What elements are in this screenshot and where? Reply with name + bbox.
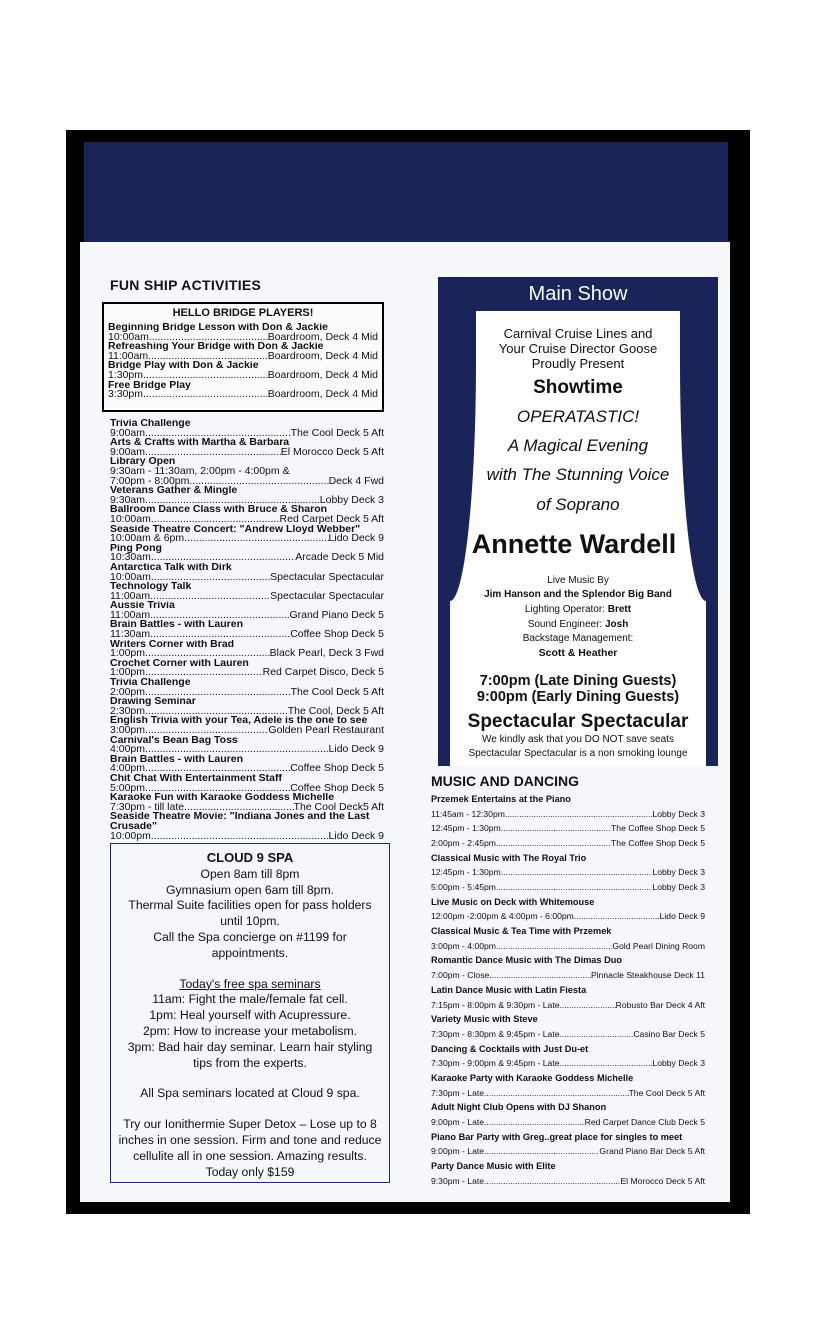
dot-leader xyxy=(145,448,281,458)
activity-row xyxy=(108,390,378,400)
dot-leader xyxy=(496,939,612,954)
music-place: El Morocco Deck 5 Aft xyxy=(620,1175,705,1186)
activity-time: 1:00pm xyxy=(110,666,146,679)
main-show-title: Main Show xyxy=(528,283,628,305)
music-place: Lobby Deck 3 xyxy=(652,867,705,878)
activity-place: Spectacular Spectacular xyxy=(270,570,384,583)
spa-line: Call the Spa concierge on #1199 for appointments. xyxy=(153,929,347,960)
activity-time: 11:30am xyxy=(110,628,151,641)
music-place: The Coffee Shop Deck 5 xyxy=(611,837,705,848)
dot-leader xyxy=(145,707,288,717)
music-place: Pinnacle Steakhouse Deck 11 xyxy=(590,970,705,981)
backstage-names: Scott & Heather xyxy=(538,647,618,659)
activity-place: The Cool, Deck 5 Aft xyxy=(287,704,384,717)
activity-row xyxy=(108,368,378,381)
activity-name: Refreashing Your Bridge with Don & Jackie xyxy=(108,342,324,352)
music-place: The Cool Deck 5 Aft xyxy=(628,1087,705,1098)
activity-row xyxy=(110,704,384,717)
music-place: Robusto Bar Deck 4 Aft xyxy=(615,999,705,1010)
music-heading: Variety Music with Steve xyxy=(431,1014,538,1025)
music-heading: Party Dance Music with Elite xyxy=(431,1161,556,1172)
activity-name: Crochet Corner with Lauren xyxy=(110,658,249,669)
activity-time: 4:00pm xyxy=(110,762,146,775)
sound-credit: Sound Engineer: Josh xyxy=(527,619,629,630)
dot-leader xyxy=(149,333,268,343)
music-heading: Piano Bar Party with Greg..great place for singles to meet xyxy=(431,1131,683,1142)
activity-time: 10:00am xyxy=(110,512,151,525)
music-time: 7:30pm - 8:30pm & 9:45pm - Late xyxy=(431,1028,560,1039)
music-time: 5:00pm - 5:45pm xyxy=(431,881,496,892)
dot-leader xyxy=(150,592,270,602)
activity-place: Golden Pearl Restaurant xyxy=(268,724,384,736)
activity-time: 9:30am - 11:30am, 2:00pm - 4:00pm & xyxy=(110,464,290,477)
dot-leader xyxy=(143,390,268,400)
dot-leader xyxy=(145,784,290,794)
activity-name: Seaside Theatre Movie: "Indiana Jones and the Last xyxy=(110,812,370,822)
music-heading: Adult Night Club Opens with DJ Shanon xyxy=(431,1102,607,1113)
fun-ship-title: FUN SHIP ACTIVITIES xyxy=(110,277,262,293)
dot-leader xyxy=(150,611,289,621)
dot-leader xyxy=(484,1086,629,1101)
music-time: 11:45am - 12:30pm xyxy=(431,808,505,819)
activity-name: Chit Chat With Entertainment Staff xyxy=(110,773,282,784)
music-row xyxy=(431,807,705,822)
dot-leader xyxy=(145,649,270,659)
presenter-line: Carnival Cruise Lines and xyxy=(503,326,653,341)
showtime-heading: Showtime xyxy=(533,377,623,398)
header-banner xyxy=(84,142,728,242)
dot-leader xyxy=(151,573,270,583)
activity-name: Drawing Seminar xyxy=(110,697,196,707)
spa-box xyxy=(110,843,390,1183)
dot-leader xyxy=(184,534,328,544)
dot-leader xyxy=(148,352,268,362)
spa-title: CLOUD 9 SPA xyxy=(206,850,294,865)
show-tagline: with The Stunning Voice xyxy=(486,465,670,484)
dot-leader xyxy=(145,429,291,439)
dot-leader xyxy=(151,832,329,842)
dot-leader xyxy=(189,477,328,487)
music-row xyxy=(431,1086,705,1101)
dot-leader xyxy=(145,496,320,506)
activity-time: 4:00pm xyxy=(110,743,146,756)
activity-name: Carnival's Bean Bag Toss xyxy=(110,735,238,746)
activity-place: Red Carpet Deck 5 Aft xyxy=(279,512,384,525)
activity-place: Arcade Deck 5 Mid xyxy=(295,551,384,564)
dot-leader xyxy=(496,836,611,851)
music-row xyxy=(431,909,705,924)
spa-line: Open 8am till 8pm xyxy=(200,866,300,881)
dot-leader xyxy=(145,745,329,755)
activity-name: Ping Pong xyxy=(110,543,162,554)
activity-time: 9:30am xyxy=(110,493,146,506)
activity-row xyxy=(110,829,384,842)
activity-place: Boardroom, Deck 4 Mid xyxy=(267,330,378,343)
show-time: 7:00pm (Late Dining Guests) xyxy=(479,673,677,689)
music-list xyxy=(431,792,705,1188)
spa-line: Thermal Suite facilities open for pass holders until 10pm. xyxy=(128,898,372,929)
backstage-label: Backstage Management: xyxy=(522,633,634,644)
show-venue: Spectacular Spectacular xyxy=(467,711,689,732)
activity-row xyxy=(108,349,378,362)
music-place: Red Carpet Dance Club Deck 5 xyxy=(584,1117,705,1128)
dot-leader xyxy=(489,968,591,983)
music-time: 7:15pm - 8:00pm & 9:30pm - Late xyxy=(431,999,560,1010)
activity-place: The Cool Deck 5 Aft xyxy=(290,426,384,439)
main-show-panel xyxy=(438,277,718,766)
dot-leader xyxy=(505,807,653,822)
presenter-line: Your Cruise Director Goose xyxy=(498,341,658,356)
dot-leader xyxy=(484,1174,620,1189)
dot-leader xyxy=(151,515,280,525)
music-row xyxy=(431,1174,705,1189)
activity-place: Boardroom, Deck 4 Mid xyxy=(267,349,378,362)
dot-leader xyxy=(484,1144,599,1159)
activity-row xyxy=(110,493,384,506)
dot-leader xyxy=(145,668,263,678)
activity-place: El Morocco Deck 5 Aft xyxy=(280,445,384,458)
dot-leader xyxy=(560,1056,653,1071)
activity-row xyxy=(110,608,384,621)
activity-time: 2:00pm xyxy=(110,685,146,698)
show-time: 9:00pm (Early Dining Guests) xyxy=(476,689,680,705)
spa-seminar: 3pm: Bad hair day seminar. Learn hair styling tips from the experts. xyxy=(127,1039,373,1070)
activity-name: Brain Battles - with Lauren xyxy=(110,620,244,631)
music-row xyxy=(431,939,705,954)
activity-name: Trivia Challenge xyxy=(110,678,191,688)
activity-place: Boardroom, Deck 4 Mid xyxy=(267,388,378,401)
activity-name: Library Open xyxy=(110,457,176,467)
music-place: Gold Pearl Dining Room xyxy=(612,940,705,951)
activity-row xyxy=(108,330,378,343)
spa-seminar: 11am: Fight the male/female fat cell. xyxy=(152,992,348,1007)
activity-name: Karaoke Fun with Karaoke Goddess Michelle xyxy=(110,793,335,803)
show-tagline: A Magical Evening xyxy=(507,436,649,455)
activity-time: 5:00pm xyxy=(110,781,146,794)
music-place: Lobby Deck 3 xyxy=(652,881,705,892)
activity-name: Arts & Crafts with Martha & Barbara xyxy=(110,438,290,448)
activity-time: 3:00pm xyxy=(110,724,146,736)
activity-place: Red Carpet Disco, Deck 5 xyxy=(262,666,384,679)
music-time: 7:00pm - Close xyxy=(431,970,490,981)
spa-seminar: 2pm: How to increase your metabolism. xyxy=(142,1023,358,1038)
activity-row xyxy=(110,534,384,544)
activity-time: 1:30pm xyxy=(108,368,144,381)
activity-name: Trivia Challenge xyxy=(110,419,191,429)
music-row xyxy=(431,865,705,880)
activity-place: The Cool Deck5 Aft xyxy=(293,800,384,813)
bridge-list xyxy=(108,323,378,400)
music-row xyxy=(431,998,705,1013)
activity-time: 9:00am xyxy=(110,445,146,458)
activity-time: 11:00am xyxy=(110,589,151,602)
activity-row xyxy=(110,589,384,602)
activity-row xyxy=(110,630,384,640)
dot-leader xyxy=(496,880,652,895)
music-row xyxy=(431,821,705,836)
music-heading: Dancing & Cocktails with Just Du-et xyxy=(431,1043,589,1054)
music-heading: Romantic Dance Music with The Dimas Duo xyxy=(431,955,622,966)
music-place: Casino Bar Deck 5 xyxy=(633,1028,705,1039)
activity-name: Aussie Trivia xyxy=(110,601,175,611)
activity-name: Technology Talk xyxy=(110,582,192,592)
activity-row xyxy=(110,426,384,439)
music-time: 9:00pm - Late xyxy=(431,1117,485,1128)
music-heading: Przemek Entertains at the Piano xyxy=(431,794,571,804)
music-title: MUSIC AND DANCING xyxy=(431,773,580,789)
spa-seminars-heading: Today's free spa seminars xyxy=(179,976,321,991)
activity-row xyxy=(110,726,384,736)
activity-name: Bridge Play with Don & Jackie xyxy=(108,361,259,371)
activity-place: Deck 4 Fwd xyxy=(328,474,384,487)
activity-time: 1:00pm xyxy=(110,647,146,660)
activity-place: Black Pearl, Deck 3 Fwd xyxy=(269,647,384,660)
activity-name: Crusade" xyxy=(110,821,157,832)
dot-leader xyxy=(143,371,268,381)
spa-location-note: All Spa seminars located at Cloud 9 spa. xyxy=(140,1086,360,1101)
dot-leader xyxy=(145,764,290,774)
activity-place: Lobby Deck 3 xyxy=(319,493,384,506)
activity-place: Coffee Shop Deck 5 xyxy=(290,628,384,641)
activity-place: Spectacular Spectacular xyxy=(270,589,384,602)
activity-place: Grand Piano Deck 5 xyxy=(289,608,384,621)
activity-time: 3:30pm xyxy=(108,388,144,401)
dot-leader xyxy=(501,821,611,836)
activity-place: Coffee Shop Deck 5 xyxy=(290,762,384,775)
music-time: 9:30pm - Late xyxy=(431,1175,485,1186)
activity-time: 10:00am & 6pm xyxy=(110,532,185,545)
dot-leader xyxy=(484,1115,585,1130)
activity-row xyxy=(110,649,384,659)
music-heading: Latin Dance Music with Latin Fiesta xyxy=(431,984,587,995)
spa-line: Gymnasium open 6am till 8pm. xyxy=(166,882,334,897)
music-place: Lobby Deck 3 xyxy=(652,808,705,819)
activity-name: Free Bridge Play xyxy=(108,380,191,391)
music-time: 12:45pm - 1:30pm xyxy=(431,823,501,834)
music-place: Lobby Deck 3 xyxy=(652,1058,705,1069)
band-name: Jim Hanson and the Splendor Big Band xyxy=(484,589,672,600)
activity-row xyxy=(110,745,384,755)
activity-row xyxy=(110,685,384,698)
music-row xyxy=(431,880,705,895)
activity-name: Brain Battles - with Lauren xyxy=(110,754,244,765)
music-credit-label: Live Music By xyxy=(547,575,609,586)
activity-time: 10:30am xyxy=(110,551,151,564)
show-tagline: of Soprano xyxy=(536,495,620,514)
music-place: Lido Deck 9 xyxy=(659,911,705,922)
music-time: 7:30pm - 9:00pm & 9:45pm - Late xyxy=(431,1058,560,1069)
music-time: 12:45pm - 1:30pm xyxy=(431,867,501,878)
dot-leader xyxy=(501,865,653,880)
activity-time: 9:00am xyxy=(110,426,146,439)
music-heading: Live Music on Deck with Whitemouse xyxy=(431,896,595,907)
music-time: 12:00pm -2:00pm & 4:00pm - 6:00pm xyxy=(431,911,574,922)
dot-leader xyxy=(151,553,295,563)
music-time: 3:00pm - 4:00pm xyxy=(431,940,496,951)
music-row xyxy=(431,1056,705,1071)
activity-row xyxy=(110,553,384,563)
dot-leader xyxy=(145,688,291,698)
activity-row xyxy=(110,445,384,458)
music-time: 9:00pm - Late xyxy=(431,1146,485,1157)
music-place: Grand Piano Bar Deck 5 Aft xyxy=(599,1146,705,1157)
activity-place: The Cool Deck 5 Aft xyxy=(290,685,384,698)
music-heading: Classical Music & Tea Time with Przemek xyxy=(431,925,612,936)
music-time: 7:30pm - Late xyxy=(431,1087,485,1098)
music-heading: Karaoke Party with Karaoke Goddess Michelle xyxy=(431,1072,634,1083)
presenter-line: Proudly Present xyxy=(531,356,625,371)
activity-row xyxy=(110,570,384,583)
activity-name: English Trivia with your Tea, Adele is the one to see xyxy=(110,716,368,726)
activity-place: Boardroom, Deck 4 Mid xyxy=(267,368,378,381)
activity-row xyxy=(110,781,384,794)
activity-name: Beginning Bridge Lesson with Don & Jackie xyxy=(108,323,328,333)
activity-row xyxy=(110,800,384,813)
music-row xyxy=(431,836,705,851)
show-note: We kindly ask that you DO NOT save seats xyxy=(482,734,674,745)
activity-name: Seaside Theatre Concert: "Andrew Lloyd Webber" xyxy=(110,524,361,535)
activity-place: Lido Deck 9 xyxy=(328,532,384,545)
spa-promo: Try our Ionithermie Super Detox – Lose up to 8 inches in one session. Firm and tone and reduce cellulite all in one session. Amazing results. Today only $159 xyxy=(118,1117,382,1179)
activity-row xyxy=(110,512,384,525)
music-row xyxy=(431,968,705,983)
lighting-credit: Lighting Operator: Brett xyxy=(524,604,632,615)
dot-leader xyxy=(184,803,293,813)
dot-leader xyxy=(574,909,660,924)
star-name: Annette Wardell xyxy=(471,529,677,559)
dot-leader xyxy=(150,630,290,640)
activity-name: Antarctica Talk with Dirk xyxy=(110,562,232,573)
activity-time: 11:00am xyxy=(108,349,149,362)
activity-time: 10:00am xyxy=(110,570,151,583)
activity-list xyxy=(110,419,384,841)
music-row xyxy=(431,1027,705,1042)
activity-place: Lido Deck 9 xyxy=(328,743,384,756)
activity-row xyxy=(110,764,384,774)
bridge-box xyxy=(102,302,384,412)
activity-name: Writers Corner with Brad xyxy=(110,639,235,650)
music-row xyxy=(431,1144,705,1159)
activity-time: 7:30pm - till late xyxy=(110,800,185,813)
music-heading: Classical Music with The Royal Trio xyxy=(431,852,587,863)
activity-time: 7:00pm - 8:00pm xyxy=(110,474,190,487)
activity-row xyxy=(110,474,384,487)
activity-time: 11:00am xyxy=(110,608,151,621)
activity-time: 10:00pm xyxy=(110,829,151,842)
spa-seminar: 1pm: Heal yourself with Acupressure. xyxy=(149,1008,351,1023)
activity-time: 10:00am xyxy=(108,330,149,343)
activity-name: Veterans Gather & Mingle xyxy=(110,486,238,496)
activity-place: Lido Deck 9 xyxy=(328,829,384,842)
music-time: 2:00pm - 2:45pm xyxy=(431,837,496,848)
show-tagline: OPERATASTIC! xyxy=(516,407,640,426)
show-note: Spectacular Spectacular is a non smoking lounge xyxy=(468,748,688,759)
dot-leader xyxy=(560,1027,634,1042)
activity-name: Ballroom Dance Class with Bruce & Sharon xyxy=(110,505,328,515)
music-place: The Coffee Shop Deck 5 xyxy=(611,823,705,834)
dot-leader xyxy=(560,998,616,1013)
activity-place: Coffee Shop Deck 5 xyxy=(290,781,384,794)
dot-leader xyxy=(145,726,268,736)
activity-row xyxy=(110,668,384,678)
activity-time: 2:30pm xyxy=(110,704,146,717)
bridge-title: HELLO BRIDGE PLAYERS! xyxy=(172,307,314,319)
music-row xyxy=(431,1115,705,1130)
